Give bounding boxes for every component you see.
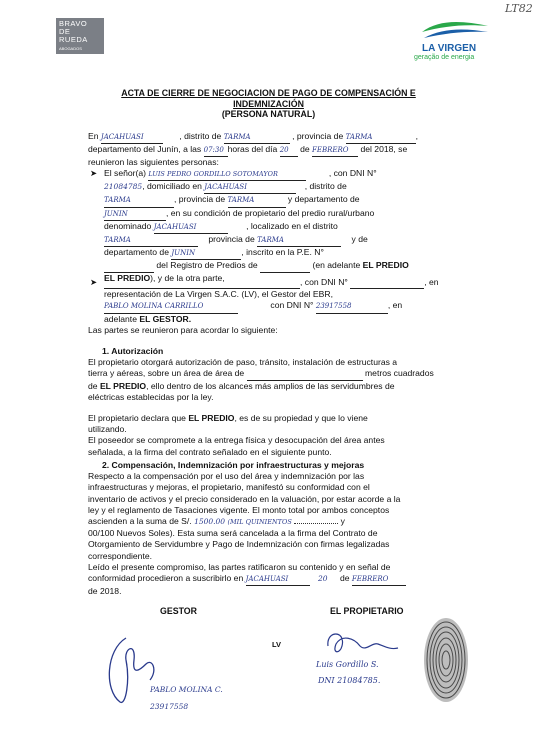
gestor-dni-blank — [350, 277, 424, 289]
property-province: TARMA — [257, 235, 341, 247]
section-compensation: 2. Compensación, Indemnización por infraestructuras y mejoras Respecto a la compensación por el uso del área y indemnización por las infraestructuras y mejoras, el propietario, manifestó su conformidad con el inventario de activos y el precio considerado en la valuación, por estar acorde a la ley y el reglamento de Tasaciones vigente. El monto total por ambos conceptos ascienden a la suma de S/. 1500.00 (MIL QUINIENTOS y 00/100 Nuevos Soles). Esta suma será cancelada a la firma del Contrato de Otorgamiento de Servidumbre y Pago de Indemnización con firmas legalizadas correspondiente. Leído el presente compromiso, las partes ratificaron su contenido y en señal de conformidad procedieron a suscribirlo en JACAHUASI 20 de FEBRERO de 2018. — [88, 460, 460, 597]
lv-label: LV — [272, 640, 282, 649]
agreement-intro: Las partes se reunieron para acordar lo siguiente: — [88, 325, 278, 335]
owner-district: TARMA — [104, 195, 174, 207]
meeting-district: TARMA — [224, 132, 290, 144]
section1-heading: 1. Autorización — [102, 346, 164, 356]
intro-paragraph: En JACAHUASI , distrito de TARMA , provincia de TARMA , departamento del Junín, a las 07:30 horas del día 20 de FEBRERO del 2018, se reunieron las siguientes personas: — [88, 131, 419, 168]
owner-province: TARMA — [228, 195, 286, 207]
gestor-name: PABLO MOLINA CARRILLO — [104, 301, 238, 313]
meeting-province: TARMA — [346, 132, 416, 144]
meeting-day: 20 — [280, 145, 298, 157]
owner-dni: 21084785 — [104, 182, 143, 192]
thumbprint-image — [420, 614, 472, 706]
gestor-signature-name: PABLO MOLINA C. — [150, 685, 223, 694]
meeting-month: FEBRERO — [312, 145, 358, 157]
section2-heading: 2. Compensación, Indemnización por infraestructuras y mejoras — [102, 460, 365, 470]
la-virgen-logo — [408, 20, 498, 64]
property-department: JUNIN — [171, 248, 241, 260]
property-denomination: JACAHUASI — [154, 222, 228, 234]
amount-words: (MIL QUINIENTOS — [227, 518, 292, 527]
wave-emblem-icon — [420, 20, 490, 42]
signing-day: 20 — [318, 574, 328, 584]
law-firm-logo: BRAVO DE RUEDA ABOGADOS — [56, 18, 104, 54]
section-authorization: 1. Autorización El propietario otorgará autorización de paso, tránsito, instalación de estructuras a tierra y aéreas, sobre un área de área de metros cuadrados de EL PREDIO, ello dentro de los alcances más amplios de las servidumbres de eléctricas establecidas por la ley. El propietario declara que EL PREDIO, es de su propiedad y que lo viene utilizando. El poseedor se compromete a la entrega física y desocupación del área antes señalada, a la firma del contrato señalado en el siguiente punto. — [88, 346, 460, 458]
bullet-arrow-icon: ➤ — [90, 168, 98, 178]
owner-department: JUNIN — [104, 209, 166, 221]
page-reference: LT82 — [505, 2, 533, 15]
owner-name: LUIS PEDRO GORDILLO SOTOMAYOR — [148, 169, 306, 181]
owner-block: ➤ El señor(a) LUIS PEDRO GORDILLO SOTOMAYOR , con DNI N° 21084785, domiciliado en JACAHUASI , distrito de TARMA , provincia de TARMA y departamento de JUNIN , en su condición de propietario del predio rural/urbano denominado JACAHUASI , localizado en el distrito TARMA provincia de TARMA y de departamento de JUNIN , inscrito en la P.E. N° del Registro de Predios de (en adelante EL PREDIO EL PREDIO), y de la otra parte, — [90, 168, 409, 283]
signing-month: FEBRERO — [352, 574, 406, 586]
brand-name: LA VIRGEN — [422, 43, 477, 54]
gestor-dni: 23917558 — [316, 301, 388, 313]
signing-place: JACAHUASI — [246, 574, 310, 586]
meeting-hour: 07:30 — [204, 145, 228, 157]
amount-number: 1500.00 — [194, 517, 226, 527]
owner-signature-label: EL PROPIETARIO — [330, 606, 404, 616]
owner-domicile: JACAHUASI — [204, 182, 296, 194]
gestor-signature-dni: 23917558 — [150, 702, 189, 711]
document-title: ACTA DE CIERRE DE NEGOCIACION DE PAGO DE COMPENSACIÓN E INDEMNIZACIÓN (PERSONA NATURAL) — [121, 88, 416, 119]
gestor-signature — [96, 630, 166, 710]
bullet-arrow-icon: ➤ — [90, 277, 98, 287]
brand-tagline: geração de energia — [414, 54, 475, 61]
gestor-blank — [104, 277, 300, 289]
owner-signature — [320, 624, 420, 664]
area-blank — [247, 368, 363, 380]
owner-signature-name: Luis Gordillo S. — [316, 660, 379, 669]
meeting-place: JACAHUASI — [101, 132, 163, 144]
registry-number-blank — [104, 260, 154, 272]
property-district: TARMA — [104, 235, 198, 247]
gestor-block: ➤ , con DNI N° , en representación de La Virgen S.A.C. (LV), el Gestor del EBR, PABLO MOLINA CARRILLO con DNI N° 23917558 , en adelante EL GESTOR. — [90, 277, 439, 324]
registry-place-blank — [260, 260, 310, 272]
gestor-signature-label: GESTOR — [160, 606, 197, 616]
owner-signature-dni: DNI 21084785. — [318, 676, 381, 685]
